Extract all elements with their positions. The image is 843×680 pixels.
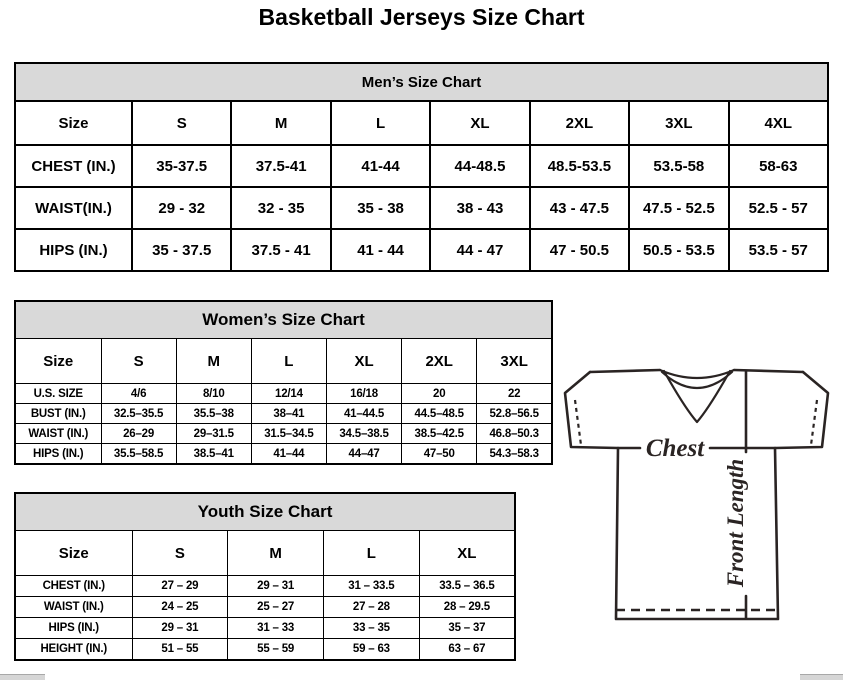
men-column-header-2xl: 2XL (530, 101, 629, 145)
men-column-header-xl: XL (430, 101, 529, 145)
men-size-value: 43 - 47.5 (530, 187, 629, 229)
youth-table-title: Youth Size Chart (15, 493, 515, 531)
women-row-label: WAIST (IN.) (15, 424, 101, 444)
men-column-header-4xl: 4XL (729, 101, 828, 145)
men-size-value: 37.5 - 41 (231, 229, 330, 271)
women-size-value: 44.5–48.5 (402, 404, 477, 424)
women-table-row (15, 444, 552, 465)
women-size-corner-label: Size (15, 339, 101, 384)
men-size-value: 47.5 - 52.5 (629, 187, 728, 229)
women-size-value: 31.5–34.5 (251, 424, 326, 444)
youth-size-corner-label: Size (15, 531, 132, 576)
men-size-value: 50.5 - 53.5 (629, 229, 728, 271)
men-size-value: 41 - 44 (331, 229, 430, 271)
youth-column-header-m: M (228, 531, 324, 576)
women-size-value: 29–31.5 (176, 424, 251, 444)
youth-size-value: 35 – 37 (419, 618, 515, 639)
men-size-value: 29 - 32 (132, 187, 231, 229)
youth-column-header-xl: XL (419, 531, 515, 576)
men-size-value: 35 - 37.5 (132, 229, 231, 271)
men-column-header-s: S (132, 101, 231, 145)
youth-size-value: 29 – 31 (132, 618, 228, 639)
women-size-value: 46.8–50.3 (477, 424, 552, 444)
page-title: Basketball Jerseys Size Chart (258, 4, 585, 30)
men-size-value: 53.5 - 57 (729, 229, 828, 271)
women-size-value: 32.5–35.5 (101, 404, 176, 424)
youth-row-label: CHEST (IN.) (15, 576, 132, 597)
men-size-value: 58-63 (729, 145, 828, 187)
youth-table-row (15, 618, 515, 639)
women-size-value: 54.3–58.3 (477, 444, 552, 465)
women-size-value: 38.5–42.5 (402, 424, 477, 444)
women-size-value: 8/10 (176, 384, 251, 404)
left-shoulder-seam (590, 370, 660, 372)
men-size-value: 47 - 50.5 (530, 229, 629, 271)
youth-size-value: 63 – 67 (419, 639, 515, 661)
men-size-value: 44 - 47 (430, 229, 529, 271)
men-size-value: 44-48.5 (430, 145, 529, 187)
youth-size-table (14, 492, 516, 661)
youth-size-value: 31 – 33 (228, 618, 324, 639)
women-row-label: U.S. SIZE (15, 384, 101, 404)
women-size-value: 38.5–41 (176, 444, 251, 465)
women-size-value: 34.5–38.5 (326, 424, 401, 444)
jersey-outline (565, 372, 828, 619)
men-row-label: HIPS (IN.) (15, 229, 132, 271)
jersey-measurement-diagram (558, 360, 838, 625)
women-size-value: 52.8–56.5 (477, 404, 552, 424)
youth-size-value: 29 – 31 (228, 576, 324, 597)
men-column-header-l: L (331, 101, 430, 145)
women-column-header-xl: XL (326, 339, 401, 384)
men-size-value: 37.5-41 (231, 145, 330, 187)
youth-size-value: 55 – 59 (228, 639, 324, 661)
men-size-value: 35 - 38 (331, 187, 430, 229)
youth-size-value: 33.5 – 36.5 (419, 576, 515, 597)
youth-row-label: HIPS (IN.) (15, 618, 132, 639)
women-size-value: 4/6 (101, 384, 176, 404)
women-size-value: 47–50 (402, 444, 477, 465)
men-size-value: 35-37.5 (132, 145, 231, 187)
men-size-value: 38 - 43 (430, 187, 529, 229)
men-size-corner-label: Size (15, 101, 132, 145)
women-column-header-3xl: 3XL (477, 339, 552, 384)
mens-size-table (14, 62, 829, 272)
front-length-label: Front Length (723, 458, 748, 588)
women-column-header-m: M (176, 339, 251, 384)
jersey-diagram-svg (558, 360, 838, 625)
youth-size-value: 27 – 28 (324, 597, 420, 618)
youth-size-value: 59 – 63 (324, 639, 420, 661)
men-row-label: CHEST (IN.) (15, 145, 132, 187)
right-shoulder-seam (734, 370, 803, 372)
women-size-value: 41–44 (251, 444, 326, 465)
chest-label: Chest (645, 435, 705, 462)
youth-size-value: 27 – 29 (132, 576, 228, 597)
women-table-row (15, 384, 552, 404)
women-size-value: 38–41 (251, 404, 326, 424)
men-size-value: 48.5-53.5 (530, 145, 629, 187)
youth-column-header-l: L (324, 531, 420, 576)
men-column-header-m: M (231, 101, 330, 145)
women-size-value: 26–29 (101, 424, 176, 444)
women-row-label: BUST (IN.) (15, 404, 101, 424)
youth-row-label: WAIST (IN.) (15, 597, 132, 618)
men-column-header-3xl: 3XL (629, 101, 728, 145)
men-table-title: Men’s Size Chart (15, 63, 828, 101)
men-size-value: 53.5-58 (629, 145, 728, 187)
women-table-row (15, 424, 552, 444)
men-table-row (15, 145, 828, 187)
womens-size-table (14, 300, 553, 465)
women-size-value: 12/14 (251, 384, 326, 404)
collar-rib-arc-outer (660, 370, 734, 378)
youth-column-header-s: S (132, 531, 228, 576)
youth-size-value: 51 – 55 (132, 639, 228, 661)
youth-size-value: 25 – 27 (228, 597, 324, 618)
women-size-value: 44–47 (326, 444, 401, 465)
women-size-value: 35.5–38 (176, 404, 251, 424)
youth-size-value: 33 – 35 (324, 618, 420, 639)
men-table-row (15, 187, 828, 229)
women-size-value: 41–44.5 (326, 404, 401, 424)
women-table-row (15, 404, 552, 424)
women-row-label: HIPS (IN.) (15, 444, 101, 465)
women-table-title: Women’s Size Chart (15, 301, 552, 339)
youth-table-row (15, 576, 515, 597)
men-size-value: 52.5 - 57 (729, 187, 828, 229)
women-size-value: 16/18 (326, 384, 401, 404)
men-row-label: WAIST(IN.) (15, 187, 132, 229)
youth-size-value: 24 – 25 (132, 597, 228, 618)
women-size-value: 20 (402, 384, 477, 404)
youth-row-label: HEIGHT (IN.) (15, 639, 132, 661)
horizontal-scrollbar-right-button[interactable] (800, 674, 843, 680)
youth-table-row (15, 639, 515, 661)
women-column-header-l: L (251, 339, 326, 384)
youth-table-row (15, 597, 515, 618)
youth-size-value: 28 – 29.5 (419, 597, 515, 618)
women-size-value: 35.5–58.5 (101, 444, 176, 465)
youth-size-value: 31 – 33.5 (324, 576, 420, 597)
women-column-header-s: S (101, 339, 176, 384)
men-size-value: 32 - 35 (231, 187, 330, 229)
women-column-header-2xl: 2XL (402, 339, 477, 384)
women-size-value: 22 (477, 384, 552, 404)
right-cuff-stitch-dashes (811, 400, 817, 445)
men-table-row (15, 229, 828, 271)
men-size-value: 41-44 (331, 145, 430, 187)
left-cuff-stitch-dashes (575, 400, 581, 445)
horizontal-scrollbar-left-button[interactable] (0, 674, 45, 680)
